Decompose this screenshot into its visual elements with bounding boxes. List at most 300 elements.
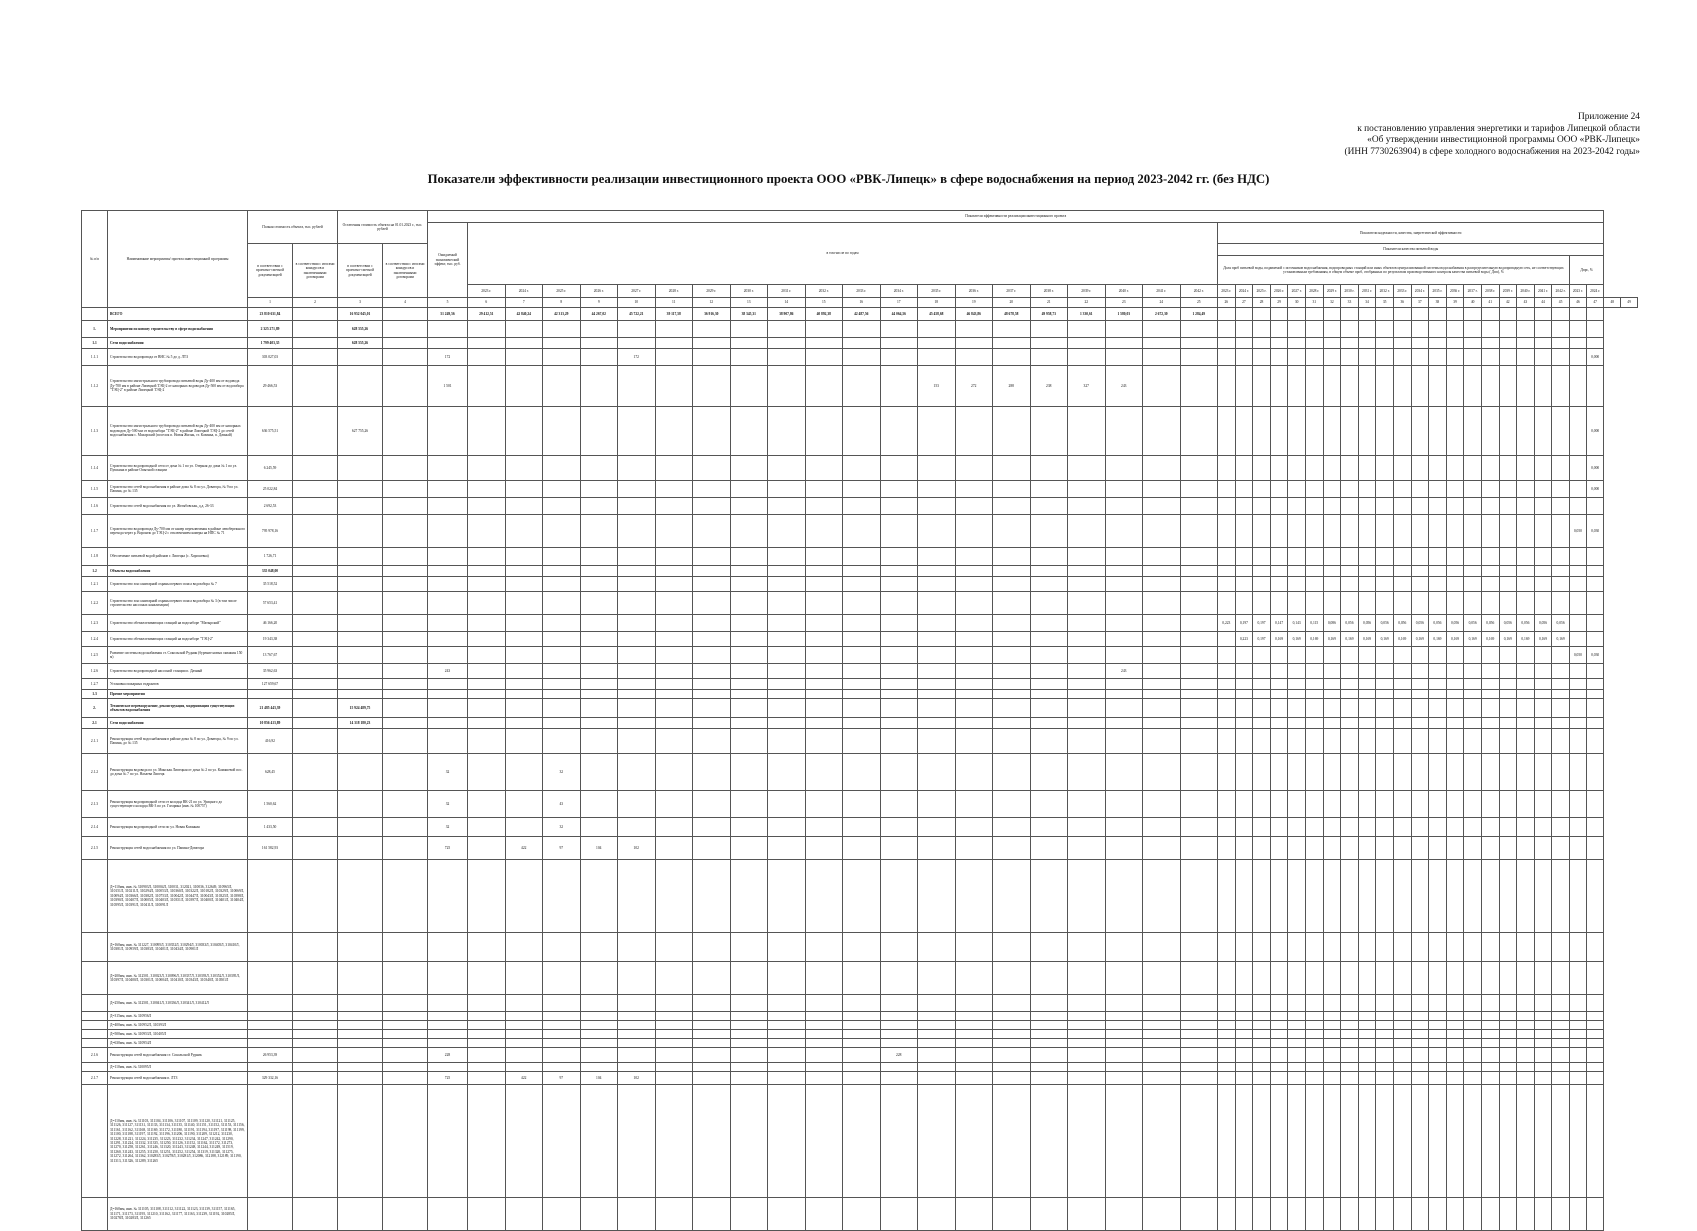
empty-cell — [1393, 837, 1411, 860]
empty-cell — [618, 818, 656, 837]
empty-cell — [1030, 1063, 1068, 1072]
empty-cell — [1517, 664, 1535, 679]
empty-cell — [1569, 754, 1586, 791]
row-name: Строительство магистрального трубопровода питьевой воды Ду-400 мм от напорных водоводов Ду-500 мм от водозабора "ТЭЦ-2" в районе Липецкой ТЭЦ-2 до сетей водоснабжения с. Махарский (поселок п. Новая Жизнь, ст. Казинка, п. Дачный) — [108, 407, 248, 456]
empty-cell — [1358, 933, 1376, 962]
empty-cell — [730, 349, 768, 366]
empty-cell — [1552, 791, 1570, 818]
empty-cell — [1030, 1030, 1068, 1039]
empty-cell — [1341, 1072, 1359, 1085]
empty-cell — [468, 690, 506, 699]
year-header: 2024 г. — [1235, 285, 1253, 298]
empty-cell — [428, 615, 468, 632]
empty-cell — [1030, 1072, 1068, 1085]
empty-cell — [1534, 498, 1552, 515]
empty-cell — [1446, 699, 1464, 718]
empty-cell — [1341, 860, 1359, 933]
empty-cell — [1552, 1198, 1570, 1231]
empty-cell — [805, 1012, 843, 1021]
empty-cell — [1481, 1198, 1499, 1231]
empty-cell — [1305, 366, 1323, 407]
empty-cell — [1586, 592, 1604, 615]
empty-cell — [768, 349, 806, 366]
empty-cell — [1218, 1072, 1236, 1085]
empty-cell — [1393, 577, 1411, 592]
column-number: 4 — [383, 298, 428, 308]
empty-cell — [1030, 699, 1068, 718]
empty-cell — [248, 933, 293, 962]
empty-cell — [1552, 664, 1570, 679]
empty-cell — [1534, 647, 1552, 664]
empty-cell — [1393, 1048, 1411, 1063]
column-number: 23 — [1105, 298, 1143, 308]
empty-cell — [1068, 338, 1106, 349]
empty-cell — [768, 1048, 806, 1063]
empty-cell — [505, 699, 543, 718]
year-header: 2024 г. — [1586, 285, 1604, 298]
value-cell: 1 501 — [428, 366, 468, 407]
empty-cell — [918, 690, 956, 699]
empty-cell — [1446, 1072, 1464, 1085]
empty-cell — [993, 962, 1031, 995]
empty-cell — [1569, 791, 1586, 818]
empty-cell — [1288, 1048, 1306, 1063]
empty-cell — [918, 592, 956, 615]
empty-cell — [1569, 995, 1586, 1012]
empty-cell — [1253, 366, 1271, 407]
empty-cell — [338, 632, 383, 647]
empty-cell — [655, 1030, 693, 1039]
empty-cell — [383, 349, 428, 366]
value-cell: 0,223 — [1218, 615, 1236, 632]
empty-cell — [1411, 592, 1429, 615]
year-header: 2035 г. — [918, 285, 956, 298]
empty-cell — [1288, 699, 1306, 718]
empty-cell — [468, 366, 506, 407]
empty-cell — [1180, 962, 1218, 995]
empty-cell — [1305, 321, 1323, 338]
empty-cell — [1270, 791, 1288, 818]
header-line-1: Приложение 24 — [1577, 112, 1640, 122]
empty-cell — [1481, 664, 1499, 679]
empty-cell — [1358, 498, 1376, 515]
empty-cell — [918, 754, 956, 791]
empty-cell — [1235, 1063, 1253, 1072]
empty-cell — [805, 592, 843, 615]
empty-cell — [1358, 592, 1376, 615]
empty-cell — [338, 548, 383, 566]
empty-cell — [1270, 1063, 1288, 1072]
empty-cell — [1218, 407, 1236, 456]
empty-cell — [543, 366, 581, 407]
empty-cell — [1481, 1039, 1499, 1048]
empty-cell — [1376, 515, 1394, 548]
empty-cell — [1068, 664, 1106, 679]
empty-cell — [1270, 1039, 1288, 1048]
empty-cell — [293, 1198, 338, 1231]
empty-cell — [1143, 1048, 1181, 1063]
value-cell: 0,056 — [1429, 615, 1447, 632]
empty-cell — [293, 664, 338, 679]
empty-cell — [730, 1085, 768, 1198]
empty-cell — [918, 1085, 956, 1198]
empty-cell — [1464, 933, 1482, 962]
empty-cell — [1411, 818, 1429, 837]
empty-cell — [880, 754, 918, 791]
empty-cell — [918, 718, 956, 729]
empty-cell — [338, 515, 383, 548]
value-cell: 29 466,53 — [248, 366, 293, 407]
empty-cell — [1534, 679, 1552, 690]
empty-cell — [1235, 818, 1253, 837]
empty-cell — [1446, 498, 1464, 515]
row-name: Обеспечение питьевой водой районов г. Липецка (с. Хорошевка) — [108, 548, 248, 566]
table-row — [82, 690, 1638, 699]
empty-cell — [1429, 566, 1447, 577]
empty-cell — [468, 1021, 506, 1030]
empty-cell — [338, 860, 383, 933]
empty-cell — [955, 647, 993, 664]
empty-cell — [1569, 664, 1586, 679]
empty-cell — [1586, 308, 1604, 321]
empty-cell — [1586, 729, 1604, 754]
empty-cell — [1481, 548, 1499, 566]
empty-cell — [1534, 456, 1552, 481]
empty-cell — [918, 699, 956, 718]
empty-cell — [383, 366, 428, 407]
column-number: 17 — [880, 298, 918, 308]
row-name: Реконструкция водовода по ул. Минская Липецкая от дома № 2 по ул. Камашевой пос. до дома № 7 по ул. Нахаева Липецк — [108, 754, 248, 791]
empty-cell — [293, 481, 338, 498]
empty-cell — [880, 679, 918, 690]
empty-cell — [1341, 1048, 1359, 1063]
empty-cell — [1218, 321, 1236, 338]
empty-cell — [993, 1072, 1031, 1085]
empty-cell — [1323, 456, 1341, 481]
empty-cell — [1569, 1048, 1586, 1063]
empty-cell — [1534, 1063, 1552, 1072]
empty-cell — [383, 679, 428, 690]
empty-cell — [293, 407, 338, 456]
row-name: Реконструкция сетей водоснабжения в районе дома № 8 по ул. Доватора, № 9 по ул. Папина, до № 135 — [108, 729, 248, 754]
empty-cell — [1305, 515, 1323, 548]
value-cell: 0,056 — [1517, 615, 1535, 632]
empty-cell — [730, 995, 768, 1012]
empty-cell — [1481, 791, 1499, 818]
empty-cell — [1105, 718, 1143, 729]
value-cell: 272 — [955, 366, 993, 407]
row-name: Д=110мм, инв. № 311103, 311104, 311106, 311107, 311109, 311120, 311121, 311125, 311126, 311127, 311131, 311133, 311134, 311135, 311140, 311151, 311152, 311153, 311156, 311161, 311162, 311168, 311169, 311172, 311180, 311191, 311194, 311197, 311198, 311199, 311100, 311188, 311197, 311192, 311196, 311206, 311190, 311209, 311212, 311230, 311228, 311221, 311224, 311235, 311223, 311232, 311234, 311247, 311242, 311290, 311291, 311224, 311332, 311335, 311250, 311126, 311152, 311162, 311172, 311273, 311270, 311258, 311261, 311246, 311320, 311243, 311248, 311244, 311249, 311519, 311260, 311243, 311255, 311250, 311251, 311252, 311254, 311319, 311320, 311275, 311272, 311264, 311362, 310285Л, 310278Л, 310281Л, 312086, 312188, 312189, 311190, 311313, 311326, 311289, 311265 — [108, 1085, 248, 1198]
empty-cell — [505, 548, 543, 566]
empty-cell — [1180, 615, 1218, 632]
empty-cell — [1180, 407, 1218, 456]
column-number: 31 — [1305, 298, 1323, 308]
table-row — [82, 729, 1638, 754]
empty-cell — [918, 481, 956, 498]
empty-cell — [993, 837, 1031, 860]
column-number: 45 — [1552, 298, 1570, 308]
empty-cell — [1534, 515, 1552, 548]
empty-cell — [1218, 791, 1236, 818]
empty-cell — [543, 1085, 581, 1198]
empty-cell — [1323, 366, 1341, 407]
empty-cell — [1068, 577, 1106, 592]
row-name: Реконструкция сетей водоснабжения по ул. Папина-Доватора — [108, 837, 248, 860]
column-number: 18 — [918, 298, 956, 308]
empty-cell — [730, 1072, 768, 1085]
empty-cell — [1323, 729, 1341, 754]
empty-cell — [768, 933, 806, 962]
empty-cell — [1358, 577, 1376, 592]
value-cell: 29 412,51 — [468, 308, 506, 321]
empty-cell — [1429, 1030, 1447, 1039]
value-cell: 23 810 631,84 — [248, 308, 293, 321]
empty-cell — [1105, 1048, 1143, 1063]
empty-cell — [768, 729, 806, 754]
empty-cell — [1552, 647, 1570, 664]
empty-cell — [805, 566, 843, 577]
empty-cell — [918, 1030, 956, 1039]
empty-cell — [1358, 1198, 1376, 1231]
empty-cell — [955, 592, 993, 615]
empty-cell — [730, 566, 768, 577]
header-line-2: к постановлению управления энергетики и тарифов Липецкой области — [1357, 123, 1640, 134]
empty-cell — [1030, 456, 1068, 481]
empty-cell — [843, 837, 881, 860]
empty-cell — [730, 1021, 768, 1030]
page-title: Показатели эффективности реализации инвестиционного проекта ООО «РВК-Липецк» в сфере водоснабжения на период 2023-2042 гг. (без НДС) — [427, 172, 1270, 186]
value-cell: 32 — [428, 754, 468, 791]
empty-cell — [1499, 577, 1517, 592]
empty-cell — [248, 1039, 293, 1048]
empty-cell — [1464, 679, 1482, 690]
empty-cell — [1253, 837, 1271, 860]
year-header: 2027 г. — [1288, 285, 1306, 298]
empty-cell — [1517, 962, 1535, 995]
empty-cell — [1030, 679, 1068, 690]
empty-cell — [1305, 308, 1323, 321]
empty-cell — [655, 349, 693, 366]
value-cell: 228 — [428, 1048, 468, 1063]
empty-cell — [1305, 860, 1323, 933]
empty-cell — [1376, 498, 1394, 515]
value-cell: 327 — [1068, 366, 1106, 407]
empty-cell — [618, 729, 656, 754]
year-header: 2026 г. — [1270, 285, 1288, 298]
value-cell: 44 267,02 — [580, 308, 618, 321]
empty-cell — [1464, 718, 1482, 729]
empty-cell — [543, 1021, 581, 1030]
empty-cell — [805, 690, 843, 699]
empty-cell — [618, 338, 656, 349]
empty-cell — [768, 548, 806, 566]
empty-cell — [1464, 1048, 1482, 1063]
empty-cell — [1586, 791, 1604, 818]
empty-cell — [1218, 1039, 1236, 1048]
empty-cell — [293, 548, 338, 566]
empty-cell — [1235, 690, 1253, 699]
empty-cell — [1030, 729, 1068, 754]
empty-cell — [293, 860, 338, 933]
table-row — [82, 679, 1638, 690]
value-cell: 238 — [1030, 366, 1068, 407]
empty-cell — [768, 498, 806, 515]
row-name: Строительство зон санитарной охраны первого пояса водозабора № 7 — [108, 577, 248, 592]
empty-cell — [1235, 647, 1253, 664]
empty-cell — [1534, 791, 1552, 818]
empty-cell — [1393, 1198, 1411, 1231]
empty-cell — [1534, 481, 1552, 498]
empty-cell — [1180, 1021, 1218, 1030]
empty-cell — [1341, 1012, 1359, 1021]
empty-cell — [1586, 933, 1604, 962]
empty-cell — [1586, 1048, 1604, 1063]
empty-cell — [955, 566, 993, 577]
empty-cell — [1586, 860, 1604, 933]
empty-cell — [1481, 566, 1499, 577]
empty-cell — [1429, 321, 1447, 338]
empty-cell — [1569, 729, 1586, 754]
empty-cell — [1376, 548, 1394, 566]
empty-cell — [918, 791, 956, 818]
empty-cell — [1341, 754, 1359, 791]
empty-cell — [1323, 664, 1341, 679]
empty-cell — [468, 699, 506, 718]
empty-cell — [693, 647, 731, 664]
empty-cell — [1180, 577, 1218, 592]
empty-cell — [1288, 718, 1306, 729]
empty-cell — [843, 592, 881, 615]
empty-cell — [293, 349, 338, 366]
empty-cell — [1305, 933, 1323, 962]
value-cell: 795 978,16 — [248, 515, 293, 548]
empty-cell — [1323, 791, 1341, 818]
empty-cell — [248, 1030, 293, 1039]
empty-cell — [1499, 338, 1517, 349]
empty-cell — [248, 1012, 293, 1021]
empty-cell — [843, 566, 881, 577]
value-cell: 422 — [505, 837, 543, 860]
empty-cell — [1376, 308, 1394, 321]
value-cell: 46 166,20 — [248, 615, 293, 632]
empty-cell — [1499, 647, 1517, 664]
empty-cell — [1446, 791, 1464, 818]
empty-cell — [1235, 837, 1253, 860]
empty-cell — [468, 498, 506, 515]
empty-cell — [580, 481, 618, 498]
empty-cell — [468, 577, 506, 592]
empty-cell — [1270, 566, 1288, 577]
year-header: 2028 г. — [655, 285, 693, 298]
empty-cell — [1393, 481, 1411, 498]
value-cell: 1 433,50 — [248, 818, 293, 837]
empty-cell — [293, 1021, 338, 1030]
empty-cell — [955, 632, 993, 647]
value-cell: 1 284,49 — [1180, 308, 1218, 321]
empty-cell — [1464, 699, 1482, 718]
empty-cell — [880, 818, 918, 837]
empty-cell — [468, 962, 506, 995]
empty-cell — [1411, 366, 1429, 407]
empty-cell — [1323, 1063, 1341, 1072]
table-row — [82, 566, 1638, 577]
row-name: Техническое перевооружение, реконструкция, модернизация существующих объектов водоснабжения — [108, 699, 248, 718]
row-number: 1.2.4 — [82, 632, 108, 647]
empty-cell — [383, 791, 428, 818]
empty-cell — [1464, 729, 1482, 754]
empty-cell — [1534, 407, 1552, 456]
empty-cell — [1358, 1039, 1376, 1048]
empty-cell — [1499, 690, 1517, 699]
empty-cell — [805, 632, 843, 647]
empty-cell — [730, 592, 768, 615]
year-header: 2039 г. — [1068, 285, 1106, 298]
empty-cell — [1218, 632, 1236, 647]
empty-cell — [1393, 592, 1411, 615]
empty-cell — [955, 456, 993, 481]
empty-cell — [843, 1039, 881, 1048]
empty-cell — [1235, 754, 1253, 791]
row-number — [82, 1198, 108, 1231]
table-row — [82, 338, 1638, 349]
empty-cell — [1393, 718, 1411, 729]
empty-cell — [1499, 664, 1517, 679]
empty-cell — [1358, 995, 1376, 1012]
empty-cell — [468, 729, 506, 754]
empty-cell — [880, 1198, 918, 1231]
empty-cell — [1446, 1048, 1464, 1063]
empty-cell — [1586, 1030, 1604, 1039]
row-number: 2.1 — [82, 718, 108, 729]
empty-cell — [1376, 366, 1394, 407]
empty-cell — [655, 860, 693, 933]
empty-cell — [618, 515, 656, 548]
empty-cell — [1305, 690, 1323, 699]
empty-cell — [1358, 349, 1376, 366]
empty-cell — [618, 995, 656, 1012]
empty-cell — [543, 481, 581, 498]
empty-cell — [955, 729, 993, 754]
column-number: 21 — [1030, 298, 1068, 308]
empty-cell — [1235, 566, 1253, 577]
empty-cell — [505, 498, 543, 515]
empty-cell — [383, 837, 428, 860]
row-name: Реконструкция водопроводной сети от колодца ВК-21 по ул. Урицкого до существующего колодца ВК-3 по ул. Гагарина (инв. № 100757) — [108, 791, 248, 818]
empty-cell — [1253, 729, 1271, 754]
empty-cell — [468, 1039, 506, 1048]
empty-cell — [880, 1063, 918, 1072]
empty-cell — [1270, 456, 1288, 481]
empty-cell — [993, 933, 1031, 962]
empty-cell — [1552, 860, 1570, 933]
empty-cell — [843, 1030, 881, 1039]
empty-cell — [1030, 818, 1068, 837]
empty-cell — [1180, 690, 1218, 699]
column-number: 6 — [468, 298, 506, 308]
empty-cell — [655, 1198, 693, 1231]
empty-cell — [1393, 407, 1411, 456]
empty-cell — [1341, 664, 1359, 679]
empty-cell — [1305, 995, 1323, 1012]
empty-cell — [1341, 962, 1359, 995]
empty-cell — [1288, 515, 1306, 548]
column-number: 41 — [1481, 298, 1499, 308]
empty-cell — [1180, 837, 1218, 860]
empty-cell — [1305, 1063, 1323, 1072]
value-cell: 0,169 — [1411, 632, 1429, 647]
column-number: 15 — [805, 298, 843, 308]
empty-cell — [505, 962, 543, 995]
